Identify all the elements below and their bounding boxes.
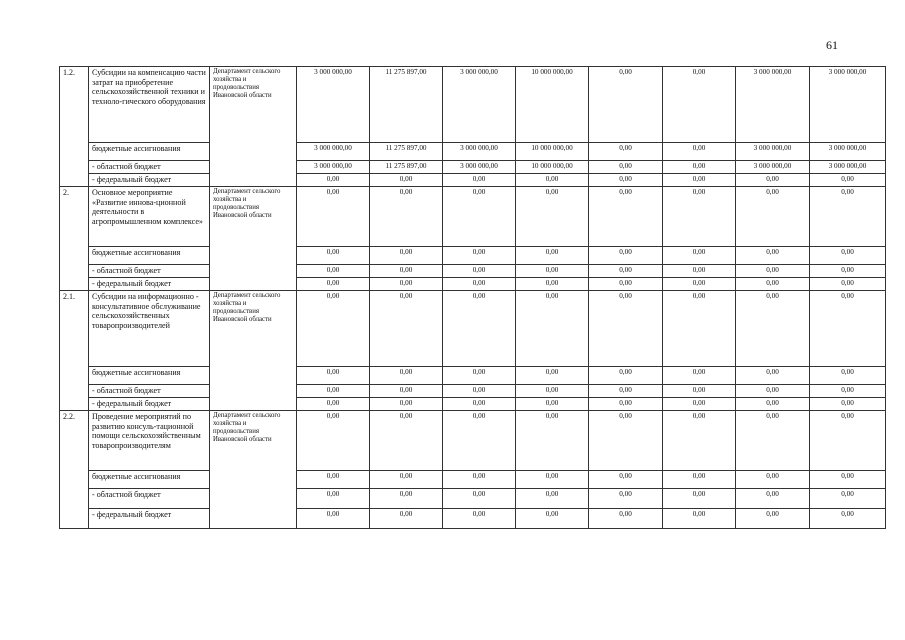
budget-source-label: - федеральный бюджет [89, 174, 210, 187]
amount-cell: 11 275 897,00 [370, 67, 443, 143]
budget-source-row [60, 278, 886, 291]
amount-cell: 0,00 [443, 174, 516, 187]
responsible-executor: Департамент сельского хозяйства и продовольствия Ивановской области [210, 67, 297, 187]
item-name: Субсидии на информационно - консультативное обслуживание сельскохозяйственных товаропроизводителей [89, 291, 210, 367]
amount-cell: 0,00 [810, 398, 886, 411]
amount-cell: 0,00 [810, 291, 886, 367]
amount-cell: 0,00 [297, 509, 370, 529]
item-number: 2. [60, 187, 89, 291]
responsible-executor: Департамент сельского хозяйства и продовольствия Ивановской области [210, 291, 297, 411]
amount-cell: 0,00 [736, 509, 810, 529]
item-name: Субсидии на компенсацию части затрат на приобретение сельскохозяйственной техники и техноло-гического оборудования [89, 67, 210, 143]
amount-cell: 0,00 [663, 291, 736, 367]
amount-cell: 0,00 [370, 411, 443, 471]
amount-cell: 0,00 [370, 247, 443, 265]
budget-table [59, 66, 886, 529]
amount-cell: 10 000 000,00 [516, 67, 589, 143]
amount-cell: 0,00 [443, 247, 516, 265]
amount-cell: 0,00 [736, 367, 810, 385]
amount-cell: 0,00 [589, 265, 663, 278]
budget-source-row [60, 161, 886, 174]
amount-cell: 0,00 [810, 367, 886, 385]
amount-cell: 0,00 [736, 278, 810, 291]
budget-source-row [60, 489, 886, 509]
budget-source-row [60, 174, 886, 187]
amount-cell: 3 000 000,00 [443, 67, 516, 143]
amount-cell: 3 000 000,00 [810, 143, 886, 161]
amount-cell: 3 000 000,00 [736, 67, 810, 143]
amount-cell: 3 000 000,00 [736, 161, 810, 174]
budget-source-row [60, 398, 886, 411]
amount-cell: 0,00 [443, 278, 516, 291]
amount-cell: 0,00 [589, 174, 663, 187]
amount-cell: 0,00 [297, 367, 370, 385]
amount-cell: 0,00 [810, 385, 886, 398]
budget-source-label: бюджетные ассигнования [89, 367, 210, 385]
amount-cell: 0,00 [297, 411, 370, 471]
amount-cell: 0,00 [736, 489, 810, 509]
amount-cell: 0,00 [443, 265, 516, 278]
amount-cell: 0,00 [589, 247, 663, 265]
amount-cell: 0,00 [297, 174, 370, 187]
amount-cell: 0,00 [810, 471, 886, 489]
budget-source-row [60, 385, 886, 398]
amount-cell: 0,00 [516, 265, 589, 278]
amount-cell: 0,00 [370, 367, 443, 385]
amount-cell: 0,00 [736, 265, 810, 278]
amount-cell: 0,00 [736, 247, 810, 265]
amount-cell: 0,00 [663, 187, 736, 247]
amount-cell: 0,00 [589, 509, 663, 529]
budget-source-label: - областной бюджет [89, 161, 210, 174]
item-row [60, 187, 886, 247]
amount-cell: 0,00 [516, 291, 589, 367]
amount-cell: 0,00 [810, 265, 886, 278]
amount-cell: 0,00 [443, 471, 516, 489]
amount-cell: 0,00 [663, 161, 736, 174]
amount-cell: 0,00 [810, 411, 886, 471]
amount-cell: 0,00 [736, 398, 810, 411]
item-row [60, 291, 886, 367]
amount-cell: 0,00 [443, 411, 516, 471]
budget-source-label: - федеральный бюджет [89, 509, 210, 529]
amount-cell: 0,00 [370, 291, 443, 367]
responsible-executor: Департамент сельского хозяйства и продовольствия Ивановской области [210, 187, 297, 291]
amount-cell: 0,00 [297, 489, 370, 509]
budget-source-row [60, 367, 886, 385]
amount-cell: 0,00 [589, 471, 663, 489]
amount-cell: 0,00 [443, 187, 516, 247]
budget-source-label: - областной бюджет [89, 385, 210, 398]
budget-source-label: бюджетные ассигнования [89, 143, 210, 161]
amount-cell: 0,00 [516, 278, 589, 291]
amount-cell: 0,00 [589, 489, 663, 509]
amount-cell: 0,00 [443, 385, 516, 398]
amount-cell: 0,00 [589, 291, 663, 367]
amount-cell: 0,00 [663, 509, 736, 529]
amount-cell: 10 000 000,00 [516, 143, 589, 161]
amount-cell: 0,00 [663, 367, 736, 385]
amount-cell: 0,00 [810, 187, 886, 247]
amount-cell: 0,00 [370, 509, 443, 529]
amount-cell: 0,00 [516, 509, 589, 529]
amount-cell: 0,00 [516, 247, 589, 265]
amount-cell: 0,00 [370, 385, 443, 398]
responsible-executor: Департамент сельского хозяйства и продовольствия Ивановской области [210, 411, 297, 529]
amount-cell: 0,00 [810, 489, 886, 509]
amount-cell: 0,00 [297, 265, 370, 278]
amount-cell: 0,00 [443, 367, 516, 385]
budget-source-label: - областной бюджет [89, 489, 210, 509]
budget-source-label: - областной бюджет [89, 265, 210, 278]
amount-cell: 0,00 [663, 265, 736, 278]
amount-cell: 0,00 [810, 278, 886, 291]
amount-cell: 0,00 [370, 278, 443, 291]
budget-source-label: бюджетные ассигнования [89, 247, 210, 265]
amount-cell: 0,00 [443, 489, 516, 509]
amount-cell: 0,00 [297, 398, 370, 411]
amount-cell: 0,00 [589, 385, 663, 398]
amount-cell: 0,00 [736, 471, 810, 489]
amount-cell: 0,00 [589, 367, 663, 385]
amount-cell: 0,00 [736, 187, 810, 247]
amount-cell: 0,00 [810, 174, 886, 187]
amount-cell: 3 000 000,00 [443, 161, 516, 174]
amount-cell: 0,00 [516, 174, 589, 187]
amount-cell: 3 000 000,00 [736, 143, 810, 161]
budget-source-label: - федеральный бюджет [89, 278, 210, 291]
item-row [60, 411, 886, 471]
amount-cell: 0,00 [370, 174, 443, 187]
amount-cell: 0,00 [516, 367, 589, 385]
item-name: Основное мероприятие «Развитие иннова-ционной деятельности в агропромышленном комплексе» [89, 187, 210, 247]
amount-cell: 0,00 [589, 278, 663, 291]
amount-cell: 0,00 [810, 247, 886, 265]
amount-cell: 0,00 [516, 398, 589, 411]
amount-cell: 0,00 [370, 265, 443, 278]
amount-cell: 0,00 [443, 291, 516, 367]
budget-source-row [60, 265, 886, 278]
amount-cell: 3 000 000,00 [297, 161, 370, 174]
amount-cell: 0,00 [297, 291, 370, 367]
amount-cell: 0,00 [663, 247, 736, 265]
budget-source-row [60, 471, 886, 489]
amount-cell: 0,00 [589, 143, 663, 161]
budget-source-label: - федеральный бюджет [89, 398, 210, 411]
amount-cell: 0,00 [663, 174, 736, 187]
amount-cell: 0,00 [589, 398, 663, 411]
amount-cell: 0,00 [810, 509, 886, 529]
amount-cell: 0,00 [516, 385, 589, 398]
amount-cell: 0,00 [736, 385, 810, 398]
amount-cell: 0,00 [516, 411, 589, 471]
amount-cell: 3 000 000,00 [810, 67, 886, 143]
amount-cell: 0,00 [297, 385, 370, 398]
amount-cell: 0,00 [370, 398, 443, 411]
budget-source-label: бюджетные ассигнования [89, 471, 210, 489]
amount-cell: 3 000 000,00 [443, 143, 516, 161]
budget-source-row [60, 509, 886, 529]
amount-cell: 3 000 000,00 [810, 161, 886, 174]
amount-cell: 0,00 [736, 291, 810, 367]
amount-cell: 3 000 000,00 [297, 67, 370, 143]
amount-cell: 0,00 [370, 471, 443, 489]
item-number: 2.2. [60, 411, 89, 529]
amount-cell: 0,00 [663, 143, 736, 161]
item-row [60, 67, 886, 143]
amount-cell: 0,00 [663, 471, 736, 489]
page-number: 61 [826, 38, 838, 52]
amount-cell: 0,00 [663, 489, 736, 509]
amount-cell: 0,00 [589, 161, 663, 174]
amount-cell: 0,00 [297, 471, 370, 489]
amount-cell: 0,00 [370, 187, 443, 247]
amount-cell: 0,00 [736, 174, 810, 187]
amount-cell: 0,00 [589, 187, 663, 247]
amount-cell: 0,00 [297, 247, 370, 265]
amount-cell: 0,00 [516, 471, 589, 489]
amount-cell: 0,00 [663, 67, 736, 143]
table-body [60, 67, 886, 529]
amount-cell: 0,00 [443, 509, 516, 529]
amount-cell: 0,00 [663, 385, 736, 398]
amount-cell: 0,00 [516, 187, 589, 247]
amount-cell: 0,00 [589, 411, 663, 471]
amount-cell: 0,00 [736, 411, 810, 471]
item-number: 2.1. [60, 291, 89, 411]
budget-source-row [60, 143, 886, 161]
amount-cell: 10 000 000,00 [516, 161, 589, 174]
item-name: Проведение мероприятий по развитию консуль-тационной помощи сельскохозяйственным товаропроизводителям [89, 411, 210, 471]
amount-cell: 0,00 [589, 67, 663, 143]
budget-source-row [60, 247, 886, 265]
amount-cell: 0,00 [516, 489, 589, 509]
amount-cell: 0,00 [297, 278, 370, 291]
item-number: 1.2. [60, 67, 89, 187]
amount-cell: 0,00 [663, 411, 736, 471]
amount-cell: 0,00 [663, 398, 736, 411]
amount-cell: 0,00 [297, 187, 370, 247]
amount-cell: 0,00 [443, 398, 516, 411]
amount-cell: 11 275 897,00 [370, 143, 443, 161]
amount-cell: 0,00 [663, 278, 736, 291]
amount-cell: 3 000 000,00 [297, 143, 370, 161]
amount-cell: 0,00 [370, 489, 443, 509]
amount-cell: 11 275 897,00 [370, 161, 443, 174]
